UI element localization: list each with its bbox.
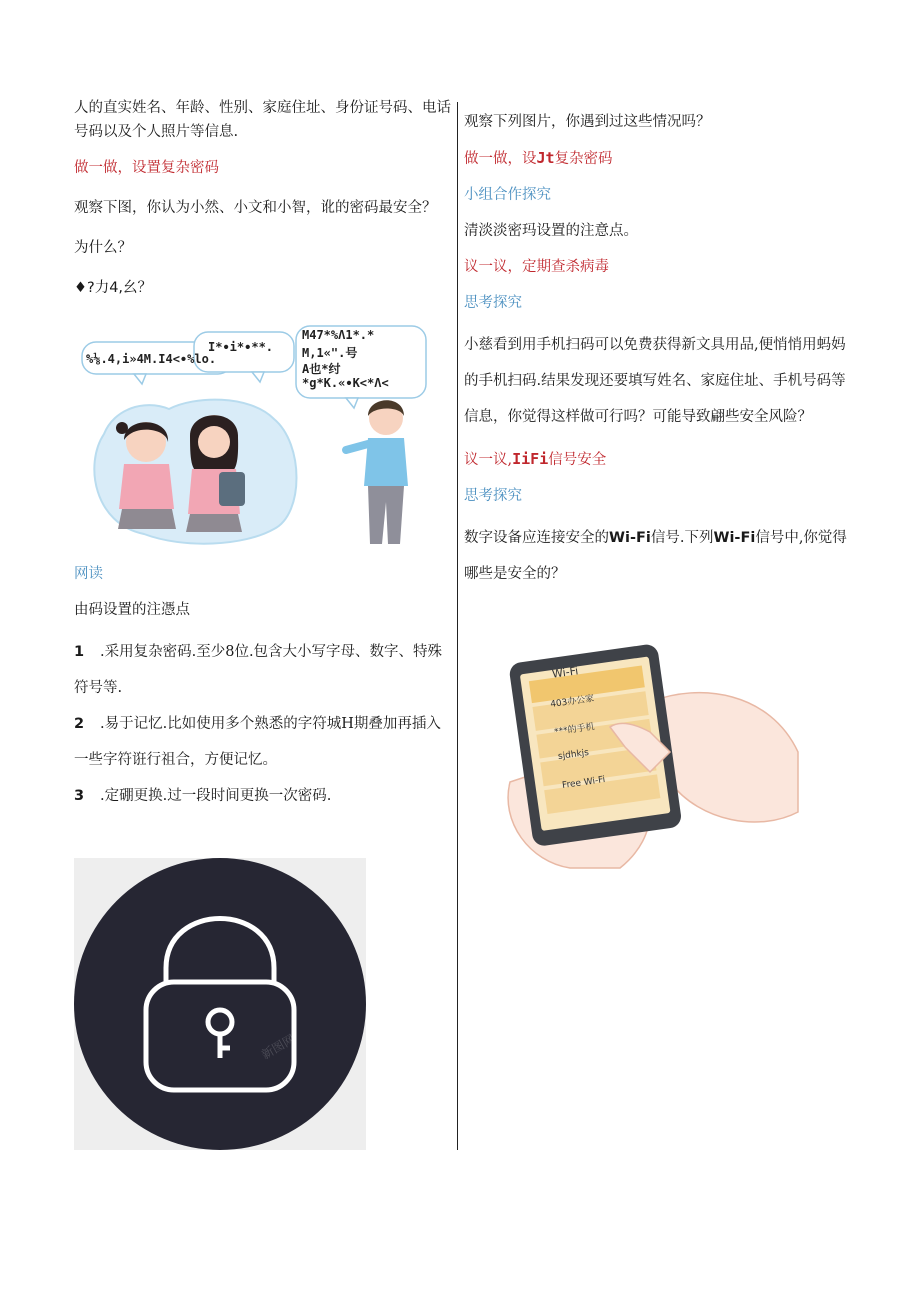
list-item-2 [74,706,454,742]
heading-wifi [464,447,854,472]
intro-text: 人的直实姓名、年龄、性别、家庭住址、身份证号码、电话号码以及个人照片等信息. [74,100,451,140]
heading-set-password-2 [464,146,854,171]
discuss-text: 清淡淡密玛设置的注意点。 [464,223,638,239]
list-text-1: .采用复杂密码.至少8位.包含大小写字母、数字、特殊符号等. [74,644,443,696]
heading-virus: 议一议，定期查杀病毒 [464,259,609,275]
list-item-1 [74,634,454,706]
bubble-text-3c: A也*纣 [302,362,341,376]
lock-image [74,858,366,1150]
right-column [464,110,854,592]
heading-wifi-c: 信号安全 [548,452,607,468]
list-item-2-cont: 一些字符诳行祖合，方便记忆。 [74,752,277,768]
bubble-text-3a: M47*%Λ1*.* [302,328,375,342]
column-divider [457,102,458,1150]
phone-network-1: 403办公家 [549,693,595,711]
phone-network-2: ***的手机 [553,722,596,738]
reading-section [74,562,454,814]
wifi-q-e: 信号中,你觉得哪些是安全的？ [464,530,847,582]
heading-wifi-a: 议一议, [464,452,513,468]
reading-heading: 网读 [74,566,103,582]
lock-watermark: 新图网 [259,1031,298,1062]
heading-wifi-b: IiFi [512,450,549,468]
heading-c: 复杂密码 [554,151,613,167]
left-column [74,96,454,300]
why-text: 为什么？ [74,240,132,256]
bubble-text-3d: *g*K.«∙K<*Λ< [302,376,389,390]
heading-a: 做一做，设 [464,151,537,167]
wifi-q-c: 信号.下列 [650,530,714,546]
bubble-text-2: I*∙i*∙**. [208,340,274,354]
list-item-3 [74,778,454,814]
group-heading: 小组合作探究 [464,187,551,203]
think-heading-1: 思考探究 [464,295,522,311]
phone-network-4: Free Wi-Fi [561,775,606,791]
list-num-2: 2 [74,716,85,732]
reading-title: 由码设置的注憑点 [74,602,190,618]
phone-drawing [500,632,800,872]
phone-wifi-title: Wi-Fi [551,664,580,681]
bubble-text-3b: M,1«".号 [302,346,358,360]
garbled-text: ♦?力4,幺？ [74,280,153,296]
phone-illustration [500,632,800,872]
wifi-question [464,520,854,592]
wifi-q-b: Wi-Fi [609,530,651,546]
lock-icon [74,858,366,1150]
question-text: 观察下图，你认为小然、小文和小智，讹的密码最安全？ [74,200,437,216]
list-num-3: 3 [74,788,85,804]
observe-text: 观察下列图片，你遇到过这些情况吗？ [464,114,711,130]
list-text-2: .易于记忆.比如使用多个熟悉的字符城H期叠加再插入 [100,716,441,732]
kids-illustration [74,324,454,552]
list-num-1: 1 [74,644,85,660]
story-text: 小慈看到用手机扫码可以免费获得新文具用品,便悄悄用蚂妈的手机扫码.结果发现还要填写姓名、家庭住址、手机号码等信息，你觉得这样做可行吗？可能导致翩些安全风险？ [464,337,846,425]
phone-network-3: sjdhkjs [557,747,590,763]
list-text-3: .定硼更换.过一段时间更换一次密码. [100,788,332,804]
bubble-text-1: %⅛.4,i»4M.I4<∙%lo. [86,352,217,366]
think-heading-2: 思考探究 [464,488,522,504]
heading-b: Jt [536,149,555,167]
wifi-q-d: Wi-Fi [713,530,756,546]
wifi-q-a: 数字设备应连接安全的 [464,530,609,546]
heading-set-password: 做一做，设置复杂密码 [74,160,219,176]
